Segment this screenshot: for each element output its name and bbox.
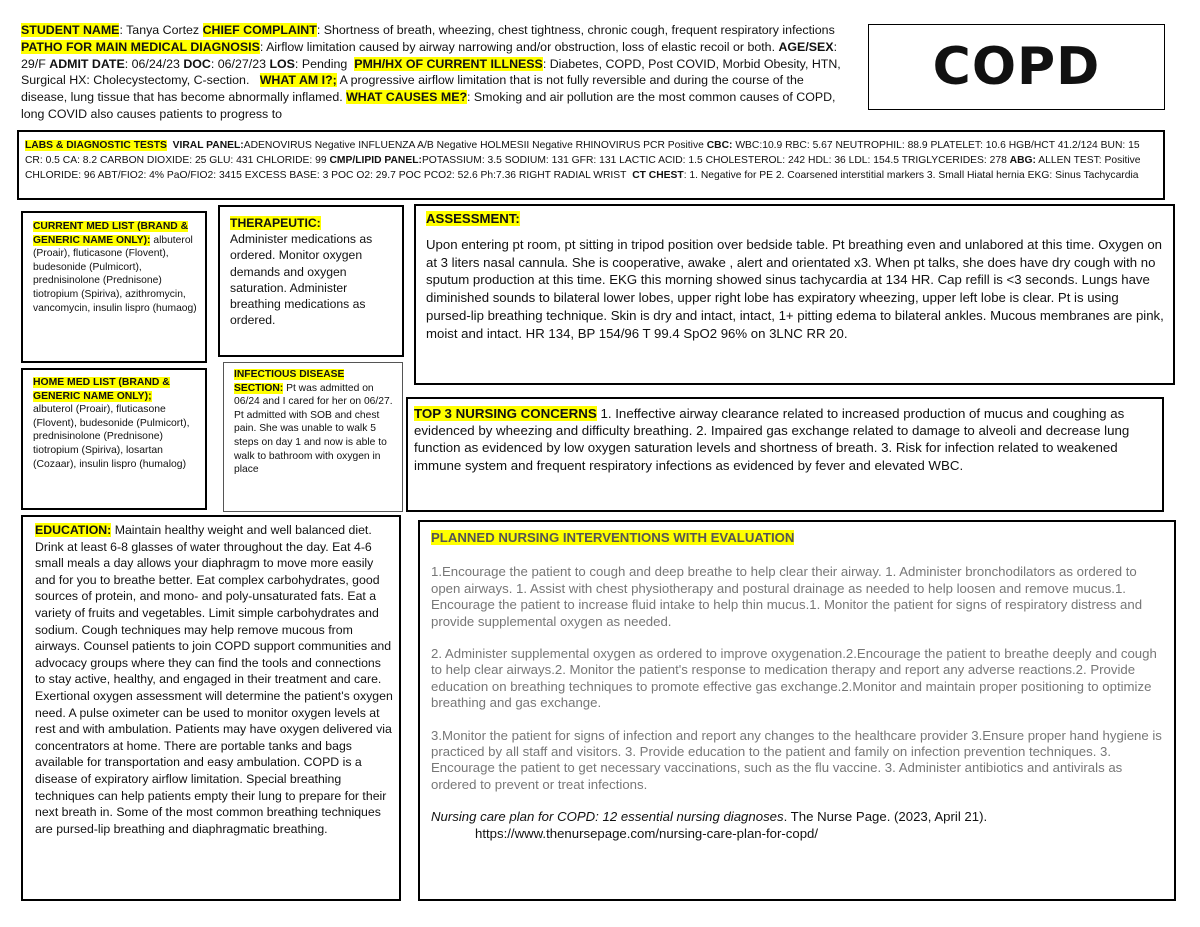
viral-panel-text: ADENOVIRUS Negative INFLUENZA A/B Negative HOLMESII Negative RHINOVIRUS PCR Positive	[243, 140, 704, 151]
citation-url[interactable]: https://www.thenursepage.com/nursing-care-plan-for-copd/	[475, 825, 819, 841]
current-med-list	[21, 211, 207, 363]
planned-p1: 1.Encourage the patient to cough and deep breathe to help clear their airway. 1. Administer bronchodilators as ordered to open airways. 1. Assist with chest physiotherapy and postural drainage as needed to help loosen and remove mucus.1. Encourage the patient to increase fluid intake to help thin mucus.1. Monitor the patient for signs of respiratory distress and provide supplemental oxygen as needed.	[431, 564, 1143, 629]
planned-p2: 2. Administer supplemental oxygen as ordered to improve oxygenation.2.Encourage the patient to breathe deeply and cough to help clear airways.2. Monitor the patient's response to medication therapy and report any adverse reactions.2. Provide education on breathing techniques to promote effective gas exchange.2.Monitor and maintain proper positioning to optimize breathing and gas exchange.	[431, 646, 1157, 711]
education-section	[21, 515, 401, 901]
infectious-label: INFECTIOUS DISEASE SECTION:	[234, 369, 345, 394]
home-med-label: HOME MED LIST (BRAND & GENERIC NAME ONLY);	[33, 377, 170, 402]
los-label: LOS	[269, 56, 295, 71]
patho-text: Airflow limitation caused by airway narrowing and/or obstruction, loss of elastic recoil or both.	[266, 39, 776, 54]
top-nursing-concerns	[406, 397, 1164, 512]
admit-date-label: ADMIT DATE	[49, 56, 125, 71]
home-med-list	[21, 368, 207, 510]
ct-chest-label: CT CHEST	[632, 170, 684, 181]
ct-chest-text: : 1. Negative for PE 2. Coarsened interstitial markers 3. Small Hiatal hernia EKG: Sinus Tachycardia	[683, 170, 1139, 181]
cmp-label: CMP/LIPID PANEL:	[329, 155, 422, 166]
citation-title: Nursing care plan for COPD: 12 essential nursing diagnoses	[431, 809, 784, 825]
what-causes-label: WHAT CAUSES ME?	[346, 90, 468, 105]
viral-panel-label: VIRAL PANEL:	[172, 140, 244, 151]
infectious-text: Pt was admitted on 06/24 and I cared for her on 06/27. Pt admitted with SOB and chest pain. She was unable to walk 5 steps on day 1 and now is able to walk to bathroom with oxygen in place	[234, 382, 393, 476]
los-value: Pending	[301, 56, 348, 71]
current-med-text: albuterol (Proair), fluticasone (Flovent), budesonide (Pulmicort), prednisinolone (Prednisone) tiotropium (Spiriva), azithromycin, vancomycin, insulin lispro (humaog)	[33, 234, 197, 314]
cmp-text: POTASSIUM: 3.5 SODIUM: 131 GFR: 131 LACTIC ACID: 1.5 CHOLESTEROL: 242 HDL: 36 LDL: 154.5 TRIGLYCERIDES: 278	[421, 155, 1007, 166]
therapeutic-label: THERAPEUTIC:	[230, 216, 321, 230]
labs-section	[17, 130, 1165, 200]
abg-text: ALLEN TEST: Positive CHLORIDE: 96 ABT/FIO2: 4% PaO/FIO2: 3415 EXCESS BASE: 3 POC O2: 29.7 POC PCO2: 52.6 Ph:7.36 RIGHT RADIAL WRIST	[25, 155, 1141, 181]
assessment-label: ASSESSMENT:	[426, 211, 520, 226]
age-sex-label: AGE/SEX	[778, 39, 834, 54]
abg-label: ABG:	[1009, 155, 1036, 166]
top3-text: 1. Ineffective airway clearance related to increased production of mucus and coughing as evidenced by wheezing and difficulty breathing. 2. Impaired gas exchange related to damage to alveoli and decrease lung function as evidenced by low oxygen saturation levels and shortness of breath. 3. Risk for infection related to weakened immune system and frequent respiratory infections as evidenced by fever and elevated WBC.	[414, 406, 1130, 473]
chief-complaint: Shortness of breath, wheezing, chest tightness, chronic cough, frequent respiratory infections	[323, 23, 835, 37]
planned-label: PLANNED NURSING INTERVENTIONS WITH EVALUATION	[431, 530, 795, 545]
labs-label: LABS & DIAGNOSTIC TESTS	[25, 140, 167, 151]
top3-label: TOP 3 NURSING CONCERNS	[414, 406, 597, 421]
citation	[431, 809, 1166, 842]
assessment-section	[414, 204, 1175, 385]
diagnosis-title-box	[868, 24, 1165, 110]
patho-label: PATHO FOR MAIN MEDICAL DIAGNOSIS	[21, 39, 260, 54]
cbc-label: CBC:	[706, 140, 733, 151]
student-name-label: STUDENT NAME	[21, 23, 120, 37]
education-label: EDUCATION:	[35, 523, 112, 537]
pmh-text: Diabetes, COPD, Post COVID, Morbid Obesity, HTN, Surgical HX: Cholecystectomy, C-section.	[21, 56, 841, 88]
therapeutic-text: Administer medications as ordered. Monitor oxygen demands and oxygen saturation. Administer breathing medications as ordered.	[230, 232, 373, 328]
what-am-i-label: WHAT AM I?;	[259, 73, 337, 88]
diagnosis-title: COPD	[932, 37, 1101, 97]
cbc-text: WBC:10.9 RBC: 5.67 NEUTROPHIL: 88.9 PLATELET: 10.6 HGB/HCT 41.2/124 BUN: 15 CR: 0.5 CA: 8.2 CARBON DIOXIDE: 25 GLU: 431 CHLORIDE: 99	[25, 140, 1140, 166]
current-med-label: CURRENT MED LIST (BRAND & GENERIC NAME ONLY):	[33, 221, 189, 246]
pmh-label: PMH/HX OF CURRENT ILLNESS	[354, 56, 543, 71]
age-sex: 29/F	[21, 56, 46, 71]
education-text: Maintain healthy weight and well balanced diet. Drink at least 6-8 glasses of water throughout the day. Eat 4-6 small meals a day allows your diaphragm to move more easily and for you to breathe better. Eat complex carbohydrates, good sources of protein, and mono- and poly-unsaturated fats. Eat a variety of fruits and vegetables. Limit simple carbohydrates and sodium. Cough techniques may help remove mucous from airways. Counsel patients to join COPD support communities and advocacy groups where they can find the tools and connections to stay active, healthy, and engaged in their treatment and care. Exertional oxygen assessment will determine the patient's oxygen need. A pulse oximeter can be used to monitor oxygen levels at rest and with ambulation. Patients may have oxygen delivered via concentrators at home. There are portable tanks and bags available for transportation and easy ambulation. COPD is a disease of expiratory airflow limitation. Special breathing techniques can help patients empty their lung to prepare for their next breath in. Some of the most common breathing techniques are pursed-lip breathing and diaphragmatic breathing.	[35, 523, 393, 836]
citation-rest: . The Nurse Page. (2023, April 21).	[783, 809, 988, 825]
student-name: Tanya Cortez	[126, 23, 200, 37]
admit-date: 06/24/23	[131, 56, 180, 71]
planned-interventions	[418, 520, 1176, 901]
infectious-disease-section	[223, 362, 403, 512]
assessment-text: Upon entering pt room, pt sitting in tripod position over bedside table. Pt breathing even and unlabored at this time. Oxygen on at 3 liters nasal cannula. She is cooperative, awake , alert and orientated x3. When pt talks, she does have dry cough with no sputum production at this time. EKG this morning showed sinus tachycardia at 134 HR. Cap refill is <3 seconds. Lungs have diminished sounds to bilateral lower lobes, upper right lobe has expiratory wheezing, upper left lobe is clear. Pt is using pursed-lip breathing technique. Skin is dry and intact, intact, 1+ pitting edema to bilateral ankles. Mucous membranes are pink, moist and intact. HR 134, BP 154/96 T 99.4 SpO2 96% on 3LNC RR 20.	[426, 236, 1164, 341]
what-causes-text: Smoking and air pollution are the most common causes of COPD, long COVID also causes patients to progress to	[21, 90, 836, 121]
home-med-text: albuterol (Proair), fluticasone (Flovent), budesonide (Pulmicort), prednisinolone (Prednisone) tiotropium (Spiriva), losartan (Cozaar), insulin lispro (humalog)	[33, 404, 190, 470]
planned-p3: 3.Monitor the patient for signs of infection and report any changes to the healthcare provider 3.Ensure proper hand hygiene is practiced by all staff and visitors. 3. Provide education to the patient and family on infection prevention techniques. 3. Encourage the patient to get necessary vaccinations, such as the flu vaccine. 3. Administer antibiotics and antivirals as ordered to prevent or treat infections.	[431, 727, 1162, 792]
what-am-i-text: A progressive airflow limitation that is not fully reversible and during the course of the disease, lung tissue that has become abnormally inflamed.	[21, 73, 804, 105]
header-info: STUDENT NAME: Tanya Cortez CHIEF COMPLAINT: Shortness of breath, wheezing, chest tightness, chronic cough, frequent respiratory infections PATHO FOR MAIN MEDICAL DIAGNOSIS: Airflow limitation caused by airway narrowing and/or obstruction, loss of elastic recoil or both. AGE/SEX: 29/F ADMIT DATE: 06/24/23 DOC: 06/27/23 LOS: Pending PMH/HX OF CURRENT ILLNESS: Diabetes, COPD, Post COVID, Morbid Obesity, HTN, Surgical HX: Cholecystectomy, C-section. WHAT AM I?; A progressive airflow limitation that is not fully reversible and during the course of the disease, lung tissue that has become abnormally inflamed. WHAT CAUSES ME?: Smoking and air pollution are the most common causes of COPD, long COVID also causes patients to progress to	[21, 23, 841, 121]
chief-complaint-label: CHIEF COMPLAINT	[202, 23, 317, 37]
doc-date: 06/27/23	[217, 56, 266, 71]
doc-label: DOC	[183, 56, 211, 71]
therapeutic-section	[218, 205, 404, 357]
